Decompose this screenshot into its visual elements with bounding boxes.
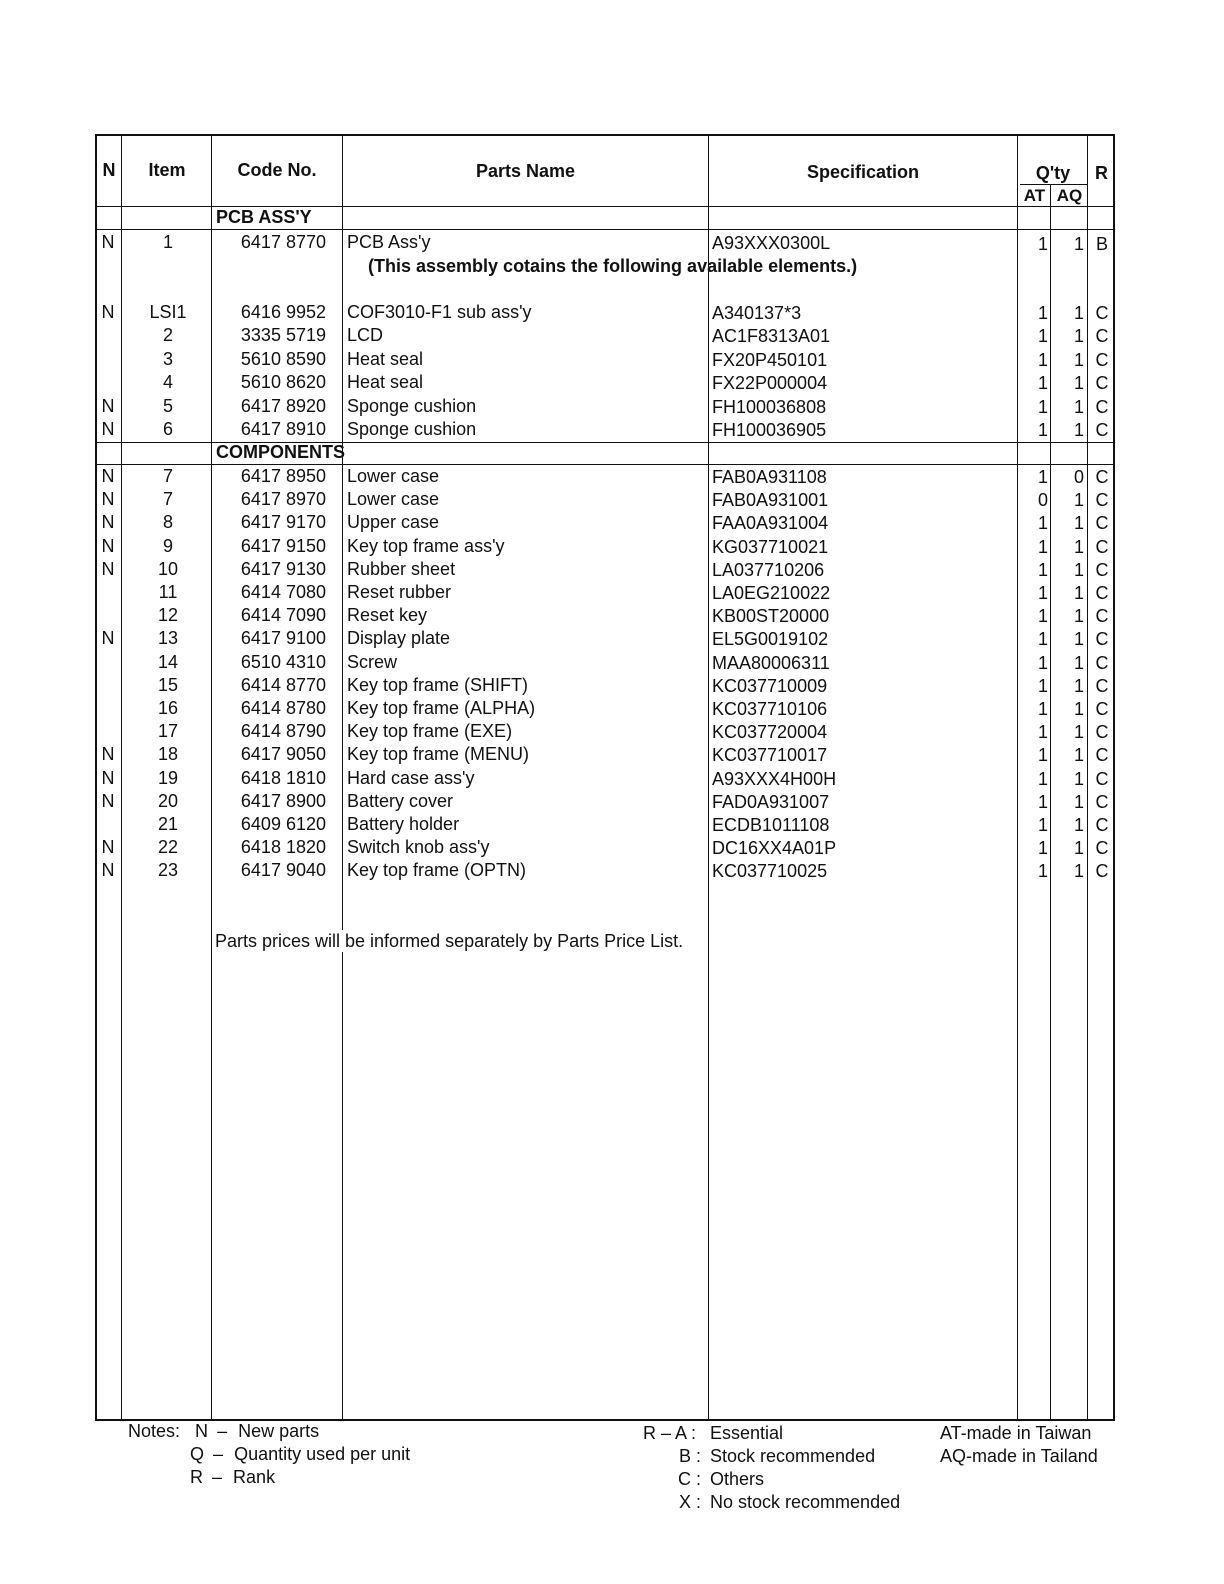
cell-aq: 1 — [1073, 838, 1084, 859]
cell-rank: C — [1095, 303, 1109, 323]
cell-spec: FH100036808 — [712, 396, 827, 417]
cell-at: 1 — [1037, 536, 1048, 557]
cell-spec: FAD0A931007 — [712, 791, 830, 812]
cell-spec: KC037710106 — [712, 699, 828, 719]
cell-aq: 1 — [1073, 303, 1084, 323]
rank-x-text: No stock recommended — [710, 1492, 901, 1512]
cell-name: Sponge cushion — [347, 395, 477, 416]
header-item: Item — [148, 160, 186, 180]
cell-aq: 1 — [1073, 629, 1084, 650]
cell-n: N — [101, 860, 115, 881]
cell-rank: C — [1095, 629, 1109, 650]
notes-r-dash: – — [212, 1467, 223, 1487]
pcb-row-at: 1 — [1037, 234, 1048, 254]
cell-spec: FX20P450101 — [712, 349, 828, 370]
cell-item: 5 — [162, 395, 173, 416]
cell-aq: 1 — [1073, 722, 1084, 743]
notes-row-r — [128, 1466, 410, 1489]
cell-item: 22 — [157, 837, 179, 858]
cell-n: N — [101, 790, 115, 811]
cell-spec: FAB0A931108 — [712, 467, 827, 487]
rank-b-key: B : — [678, 1446, 701, 1466]
cell-n: N — [101, 837, 115, 858]
cell-spec: MAA80006311 — [712, 652, 830, 673]
rank-row-c — [643, 1468, 900, 1491]
cell-rank: C — [1095, 606, 1109, 627]
cell-at: 1 — [1037, 675, 1048, 696]
cell-code: 6418 1810 — [240, 767, 326, 788]
cell-n: N — [101, 535, 115, 556]
cell-item: 11 — [158, 582, 178, 602]
cell-item: 18 — [157, 744, 179, 765]
pcb-row-name: PCB Ass'y — [347, 232, 431, 252]
cell-at: 1 — [1037, 326, 1048, 347]
cell-at: 1 — [1037, 559, 1048, 580]
cell-aq: 1 — [1073, 396, 1084, 417]
cell-item: 15 — [157, 674, 179, 695]
cell-rank: C — [1095, 396, 1109, 417]
cell-aq: 1 — [1073, 606, 1084, 627]
notes-n-text: New parts — [238, 1421, 320, 1441]
cell-aq: 1 — [1073, 815, 1084, 835]
cell-aq: 1 — [1073, 791, 1084, 812]
notes-rank — [643, 1422, 900, 1514]
rank-c-key: C : — [677, 1469, 701, 1489]
pcb-row-aq: 1 — [1073, 234, 1084, 254]
rank-x-key: X : — [678, 1492, 701, 1512]
cell-at: 1 — [1037, 349, 1048, 370]
cell-rank: C — [1095, 722, 1109, 743]
rank-row-b — [643, 1445, 900, 1468]
cell-item: LSI1 — [149, 302, 187, 322]
header-aq: AQ — [1056, 186, 1083, 205]
cell-rank: C — [1095, 861, 1109, 882]
cell-at: 1 — [1037, 629, 1048, 650]
cell-at: 1 — [1037, 838, 1048, 859]
cell-aq: 1 — [1073, 349, 1084, 370]
cell-code: 6409 6120 — [240, 814, 326, 834]
cell-code: 6416 9952 — [240, 302, 326, 322]
cell-item: 2 — [162, 325, 173, 346]
cell-n: N — [101, 767, 115, 788]
cell-item: 20 — [157, 790, 179, 811]
col-line-at — [1050, 184, 1051, 1421]
cell-spec: EL5G0019102 — [712, 629, 829, 650]
assembly-note: (This assembly cotains the following available elements.) — [368, 256, 858, 276]
cell-name: Key top frame ass'y — [347, 535, 505, 556]
cell-item: 10 — [157, 558, 179, 579]
header-n: N — [102, 160, 116, 180]
notes-q-key: Q — [190, 1444, 205, 1464]
cell-rank: C — [1095, 675, 1109, 696]
cell-name: Reset rubber — [347, 582, 452, 602]
cell-rank: C — [1095, 373, 1109, 394]
cell-code: 6417 8970 — [240, 489, 326, 510]
pcb-row-item: 1 — [162, 232, 173, 252]
cell-spec: FH100036905 — [712, 420, 827, 440]
cell-aq: 1 — [1073, 699, 1084, 719]
cell-at: 1 — [1037, 513, 1048, 534]
cell-rank: C — [1095, 536, 1109, 557]
cell-code: 6414 8770 — [240, 674, 326, 695]
cell-name: Rubber sheet — [347, 558, 456, 579]
cell-spec: FAA0A931004 — [712, 513, 829, 534]
cell-code: 6417 8920 — [240, 395, 326, 416]
cell-at: 1 — [1037, 791, 1048, 812]
notes-q-dash: – — [213, 1444, 224, 1464]
cell-name: Switch knob ass'y — [347, 837, 490, 858]
rank-b-text: Stock recommended — [710, 1446, 876, 1466]
notes-r-text: Rank — [233, 1467, 276, 1487]
cell-name: Lower case — [347, 489, 440, 510]
rank-a-text: Essential — [710, 1423, 784, 1443]
cell-spec: KG037710021 — [712, 536, 829, 557]
cell-n: N — [101, 512, 115, 533]
origin-aq: AQ-made in Tailand — [940, 1446, 1098, 1466]
cell-spec: A340137*3 — [712, 303, 802, 323]
notes-row-q — [128, 1443, 410, 1466]
cell-item: 4 — [162, 372, 173, 393]
cell-spec: ECDB1011108 — [712, 815, 830, 835]
cell-spec: LA037710206 — [712, 559, 825, 580]
notes-r-key: R — [190, 1467, 203, 1487]
cell-name: Key top frame (ALPHA) — [347, 698, 536, 718]
rank-c-text: Others — [710, 1469, 765, 1489]
cell-code: 5610 8590 — [240, 348, 326, 369]
cell-code: 6417 8910 — [240, 419, 326, 439]
cell-at: 1 — [1037, 699, 1048, 719]
cell-at: 1 — [1037, 768, 1048, 789]
cell-rank: C — [1095, 583, 1109, 603]
cell-name: Battery cover — [347, 790, 454, 811]
section-pcb-title: PCB ASS'Y — [216, 207, 312, 227]
cell-aq: 1 — [1073, 583, 1084, 603]
cell-rank: C — [1095, 768, 1109, 789]
cell-rank: C — [1095, 699, 1109, 719]
cell-item: 6 — [162, 419, 173, 439]
cell-item: 8 — [162, 512, 173, 533]
cell-at: 1 — [1037, 420, 1048, 440]
notes-n-dash: – — [217, 1421, 228, 1441]
notes-label: Notes: — [128, 1421, 181, 1441]
cell-code: 6510 4310 — [240, 651, 326, 672]
cell-n: N — [101, 419, 115, 439]
cell-spec: KC037710025 — [712, 861, 828, 882]
cell-code: 6417 9150 — [240, 535, 326, 556]
cell-item: 7 — [162, 489, 173, 510]
cell-at: 1 — [1037, 583, 1048, 603]
header-parts-name: Parts Name — [475, 161, 576, 181]
cell-name: Heat seal — [347, 348, 424, 369]
cell-item: 23 — [157, 860, 179, 881]
cell-name: Reset key — [347, 605, 428, 626]
cell-spec: FAB0A931001 — [712, 490, 829, 511]
cell-rank: C — [1095, 349, 1109, 370]
cell-spec: DC16XX4A01P — [712, 838, 837, 859]
cell-code: 6417 9130 — [240, 558, 326, 579]
pcb-row-code: 6417 8770 — [240, 232, 326, 252]
pcb-section-divider — [95, 229, 1115, 230]
cell-name: Upper case — [347, 512, 440, 533]
pcb-row-rank: B — [1095, 234, 1108, 254]
cell-item: 16 — [157, 698, 179, 718]
cell-aq: 1 — [1073, 768, 1084, 789]
header-qty: Q'ty — [1035, 163, 1071, 183]
cell-aq: 1 — [1073, 745, 1084, 766]
cell-spec: LA0EG210022 — [712, 583, 831, 603]
cell-item: 17 — [157, 721, 179, 742]
header-r: R — [1095, 163, 1108, 183]
cell-n: N — [101, 489, 115, 510]
cell-name: Lower case — [347, 466, 440, 486]
cell-n: N — [101, 302, 115, 322]
cell-aq: 1 — [1073, 513, 1084, 534]
notes-row-n — [128, 1420, 410, 1443]
cell-aq: 1 — [1073, 652, 1084, 673]
notes-q-text: Quantity used per unit — [234, 1444, 411, 1464]
cell-at: 1 — [1037, 722, 1048, 743]
rank-a-key: R – A : — [643, 1423, 697, 1443]
cell-code: 5610 8620 — [240, 372, 326, 393]
cell-rank: C — [1095, 815, 1109, 835]
cell-name: Sponge cushion — [347, 419, 477, 439]
header-at: AT — [1023, 186, 1046, 205]
cell-n: N — [101, 744, 115, 765]
cell-item: 12 — [157, 605, 179, 626]
cell-at: 1 — [1037, 745, 1048, 766]
col-line-code — [342, 134, 343, 1421]
cell-code: 6417 8950 — [240, 466, 326, 486]
cell-name: Screw — [347, 651, 398, 672]
section-components-title: COMPONENTS — [216, 442, 346, 462]
cell-code: 6417 8900 — [240, 790, 326, 811]
cell-item: 13 — [157, 628, 179, 649]
cell-name: Key top frame (MENU) — [347, 744, 530, 765]
cell-name: LCD — [347, 325, 384, 346]
cell-at: 1 — [1037, 373, 1048, 394]
cell-spec: KB00ST20000 — [712, 606, 830, 627]
cell-at: 0 — [1037, 490, 1048, 511]
cell-spec: KC037710009 — [712, 675, 828, 696]
cell-name: Heat seal — [347, 372, 424, 393]
notes-n-key: N — [195, 1421, 209, 1441]
cell-aq: 1 — [1073, 326, 1084, 347]
cell-at: 1 — [1037, 467, 1048, 487]
cell-spec: KC037720004 — [712, 722, 828, 743]
cell-n: N — [101, 558, 115, 579]
cell-item: 9 — [162, 535, 173, 556]
cell-aq: 1 — [1073, 490, 1084, 511]
cell-at: 1 — [1037, 396, 1048, 417]
cell-n: N — [101, 466, 115, 486]
cell-n: N — [101, 395, 115, 416]
cell-code: 6414 8790 — [240, 721, 326, 742]
cell-code: 6417 9050 — [240, 744, 326, 765]
cell-rank: C — [1095, 559, 1109, 580]
rank-row-a — [643, 1422, 900, 1445]
cell-code: 6417 9170 — [240, 512, 326, 533]
cell-rank: C — [1095, 513, 1109, 534]
cell-at: 1 — [1037, 303, 1048, 323]
cell-code: 3335 5719 — [240, 325, 326, 346]
col-line-spec — [1017, 134, 1018, 1421]
cell-aq: 1 — [1073, 420, 1084, 440]
cell-rank: C — [1095, 791, 1109, 812]
cell-rank: C — [1095, 467, 1109, 487]
cell-aq: 1 — [1073, 675, 1084, 696]
cell-rank: C — [1095, 490, 1109, 511]
cell-code: 6414 7090 — [240, 605, 326, 626]
price-note: Parts prices will be informed separately by Parts Price List. — [215, 931, 684, 951]
cell-item: 21 — [157, 814, 179, 834]
col-line-name — [708, 134, 709, 1421]
cell-aq: 1 — [1073, 861, 1084, 882]
cell-rank: C — [1095, 652, 1109, 673]
cell-code: 6414 7080 — [240, 582, 326, 602]
rank-row-x — [643, 1491, 900, 1514]
cell-n: N — [101, 628, 115, 649]
cell-name: Display plate — [347, 628, 451, 649]
notes-left — [128, 1420, 410, 1489]
cell-rank: C — [1095, 745, 1109, 766]
cell-name: Key top frame (EXE) — [347, 721, 513, 742]
cell-aq: 0 — [1073, 467, 1084, 487]
cell-at: 1 — [1037, 652, 1048, 673]
qty-subheader-line — [1020, 184, 1088, 185]
cell-name: Hard case ass'y — [347, 767, 475, 788]
cell-code: 6418 1820 — [240, 837, 326, 858]
cell-rank: C — [1095, 420, 1109, 440]
cell-code: 6417 9040 — [240, 860, 326, 881]
cell-code: 6414 8780 — [240, 698, 326, 718]
cell-item: 3 — [162, 348, 173, 369]
col-line-aq — [1087, 134, 1088, 1421]
cell-name: Key top frame (SHIFT) — [347, 674, 529, 695]
cell-rank: C — [1095, 326, 1109, 347]
header-specification: Specification — [806, 162, 920, 182]
cell-spec: AC1F8313A01 — [712, 326, 831, 347]
cell-aq: 1 — [1073, 559, 1084, 580]
cell-spec: KC037710017 — [712, 745, 828, 766]
pcb-row-n: N — [101, 232, 115, 252]
cell-name: Battery holder — [347, 814, 460, 834]
cell-rank: C — [1095, 838, 1109, 859]
cell-spec: A93XXX4H00H — [712, 768, 837, 789]
cell-item: 19 — [157, 767, 179, 788]
cell-at: 1 — [1037, 815, 1048, 835]
cell-at: 1 — [1037, 861, 1048, 882]
pcb-row-spec: A93XXX0300L — [712, 233, 831, 253]
cell-name: Key top frame (OPTN) — [347, 860, 527, 881]
cell-code: 6417 9100 — [240, 628, 326, 649]
cell-aq: 1 — [1073, 536, 1084, 557]
cell-name: COF3010-F1 sub ass'y — [347, 302, 532, 322]
cell-item: 7 — [162, 466, 173, 486]
cell-item: 14 — [157, 651, 179, 672]
cell-at: 1 — [1037, 606, 1048, 627]
header-code: Code No. — [237, 160, 317, 180]
notes-origin — [940, 1422, 1098, 1468]
cell-spec: FX22P000004 — [712, 373, 828, 394]
origin-at: AT-made in Taiwan — [940, 1423, 1092, 1443]
cell-aq: 1 — [1073, 373, 1084, 394]
